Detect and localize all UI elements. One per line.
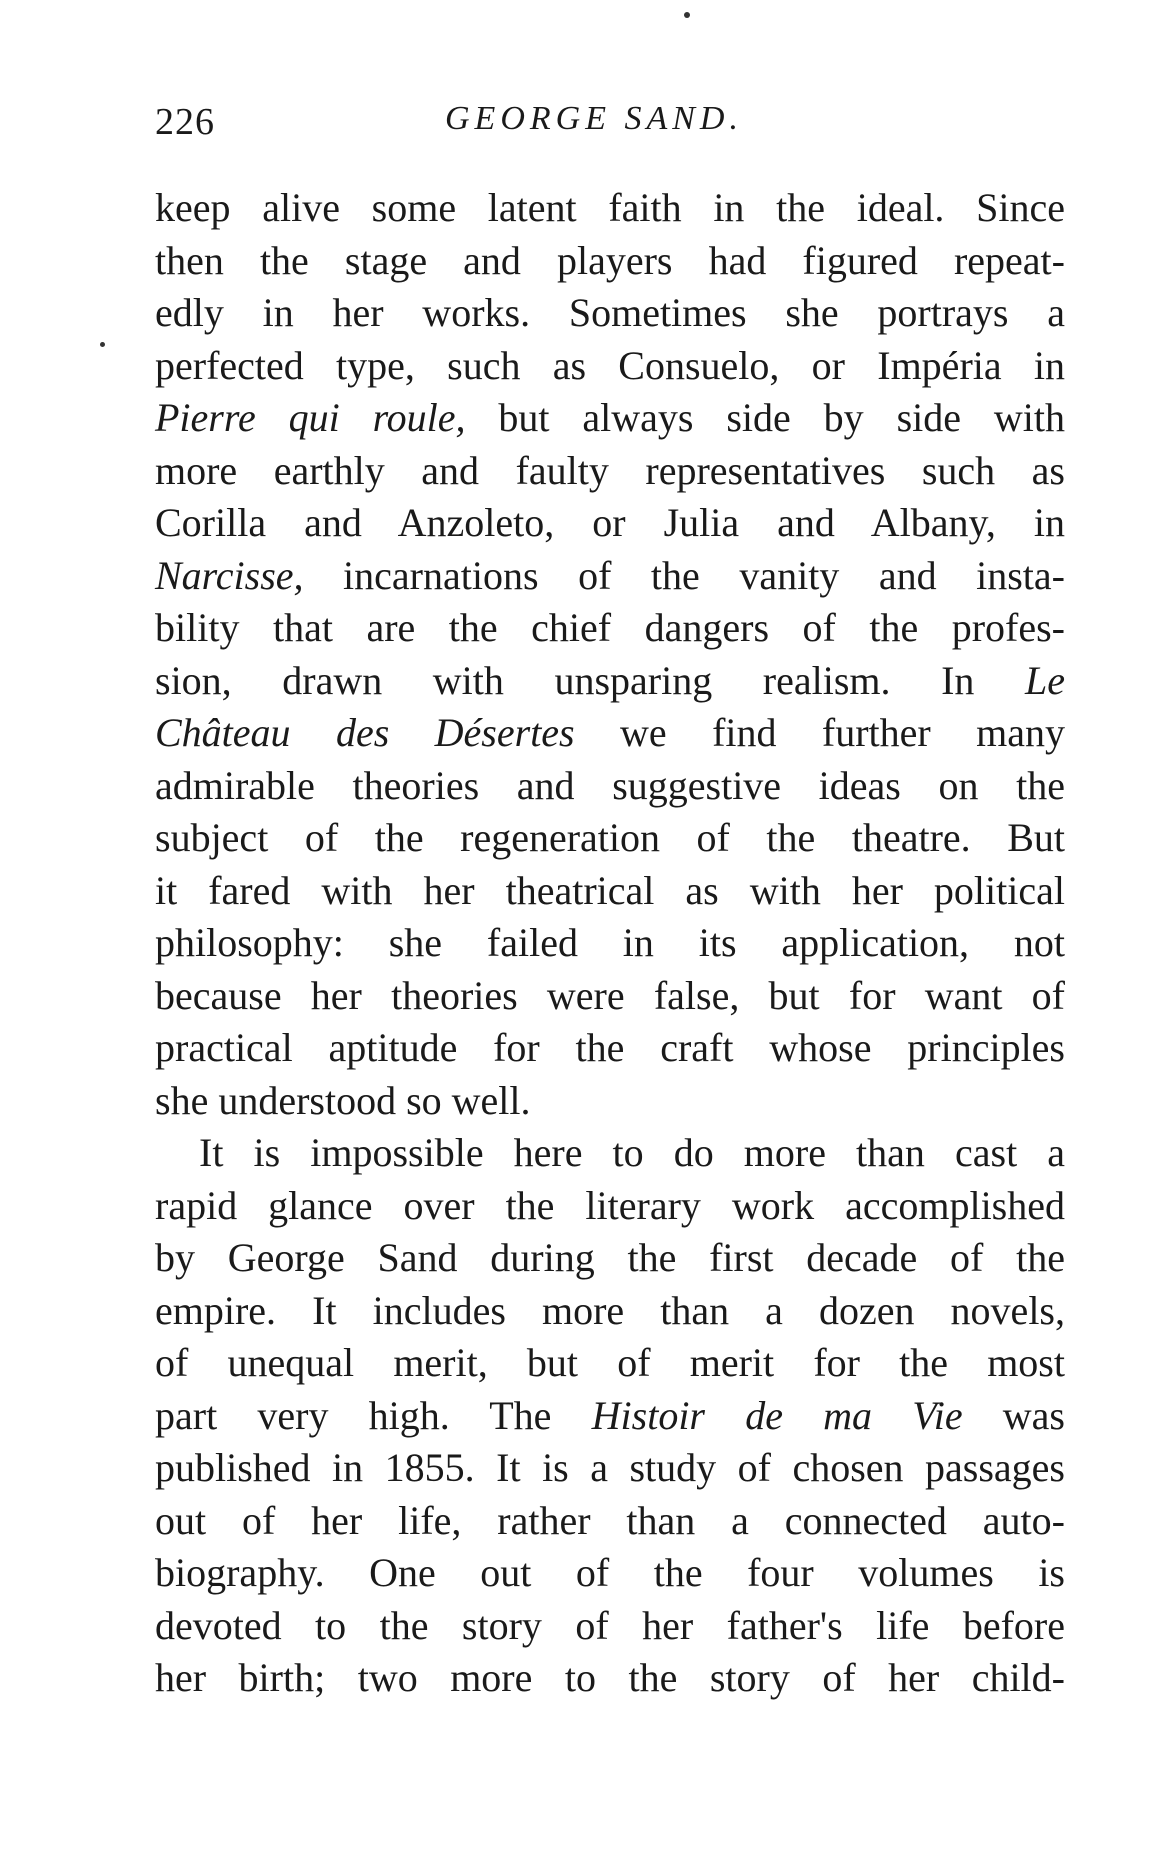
text-line: [155, 1495, 1065, 1548]
text-run: because her theories were false, but for want of: [155, 972, 1065, 1018]
text-line: [155, 1075, 1065, 1128]
text-run: perfected type, such as Consuelo, or Impéria in: [155, 342, 1065, 388]
running-head: GEORGE SAND.: [445, 100, 743, 137]
text-line: [155, 445, 1065, 498]
text-run: published in 1855. It is a study of chosen passages: [155, 1445, 1065, 1490]
text-line: [155, 707, 1065, 760]
text-line: [155, 970, 1065, 1023]
text-line: [155, 340, 1065, 393]
text-line: [155, 917, 1065, 970]
text-run: empire. It includes more than a dozen novels,: [155, 1287, 1065, 1333]
scan-speck: [100, 342, 105, 347]
text-run: but always side by side with: [465, 395, 1065, 440]
text-line: [155, 1547, 1065, 1600]
text-run: we find further many: [574, 710, 1065, 755]
text-line: [155, 287, 1065, 340]
text-run: biography. One out of the four volumes is: [155, 1550, 1065, 1595]
page-header: [155, 100, 1065, 150]
scan-speck: [684, 12, 690, 18]
text-run: then the stage and players had figured repeat-: [155, 237, 1065, 283]
text-run: subject of the regeneration of the theatre. But: [155, 815, 1065, 860]
text-line: [155, 1600, 1065, 1653]
body-text: [155, 182, 1065, 1705]
text-line: [155, 760, 1065, 813]
text-run: by George Sand during the first decade of the: [155, 1235, 1065, 1280]
text-line: [155, 1337, 1065, 1390]
text-line: [155, 1390, 1065, 1443]
text-run: was: [962, 1392, 1065, 1438]
text-run: rapid glance over the literary work accomplished: [155, 1182, 1065, 1228]
italic-title: Château des Désertes: [155, 710, 575, 755]
text-run: part very high. The: [155, 1392, 592, 1438]
text-line: [155, 1652, 1065, 1705]
text-run: edly in her works. Sometimes she portrays a: [155, 290, 1065, 335]
text-line: [155, 1442, 1065, 1495]
italic-title: Histoir de ma Vie: [591, 1392, 963, 1438]
text-run: admirable theories and suggestive ideas on the: [155, 762, 1065, 808]
text-line: [155, 392, 1065, 445]
text-line: [155, 602, 1065, 655]
text-line: [155, 1022, 1065, 1075]
text-run: of unequal merit, but of merit for the most: [155, 1340, 1065, 1385]
text-line: [155, 1285, 1065, 1338]
text-run: her birth; two more to the story of her child-: [155, 1655, 1065, 1700]
text-run: bility that are the chief dangers of the profes-: [155, 605, 1065, 650]
text-run: It is impossible here to do more than cast a: [199, 1130, 1065, 1175]
text-line: [155, 235, 1065, 288]
page-number: 226: [155, 101, 215, 143]
italic-title: Le: [1025, 657, 1065, 703]
text-run: keep alive some latent faith in the ideal. Since: [155, 185, 1065, 230]
text-run: philosophy: she failed in its application, not: [155, 920, 1065, 965]
text-line: [155, 497, 1065, 550]
text-run: more earthly and faulty representatives such as: [155, 447, 1065, 493]
italic-title: Pierre qui roule,: [155, 395, 466, 440]
italic-title: Narcisse,: [155, 552, 304, 598]
text-run: incarnations of the vanity and insta-: [303, 552, 1065, 598]
text-line: [155, 865, 1065, 918]
text-run: out of her life, rather than a connected auto-: [155, 1497, 1065, 1543]
text-run: she understood so well.: [155, 1077, 531, 1123]
text-run: devoted to the story of her father's life before: [155, 1602, 1065, 1648]
text-line: [155, 1180, 1065, 1233]
text-line: [155, 812, 1065, 865]
text-line: [155, 655, 1065, 708]
text-line: [155, 1127, 1065, 1180]
text-run: sion, drawn with unsparing realism. In: [155, 657, 1025, 703]
text-line: [155, 550, 1065, 603]
text-run: Corilla and Anzoleto, or Julia and Albany, in: [155, 500, 1065, 545]
text-run: it fared with her theatrical as with her political: [155, 867, 1065, 913]
text-line: [155, 182, 1065, 235]
text-run: practical aptitude for the craft whose principles: [155, 1025, 1065, 1070]
text-line: [155, 1232, 1065, 1285]
